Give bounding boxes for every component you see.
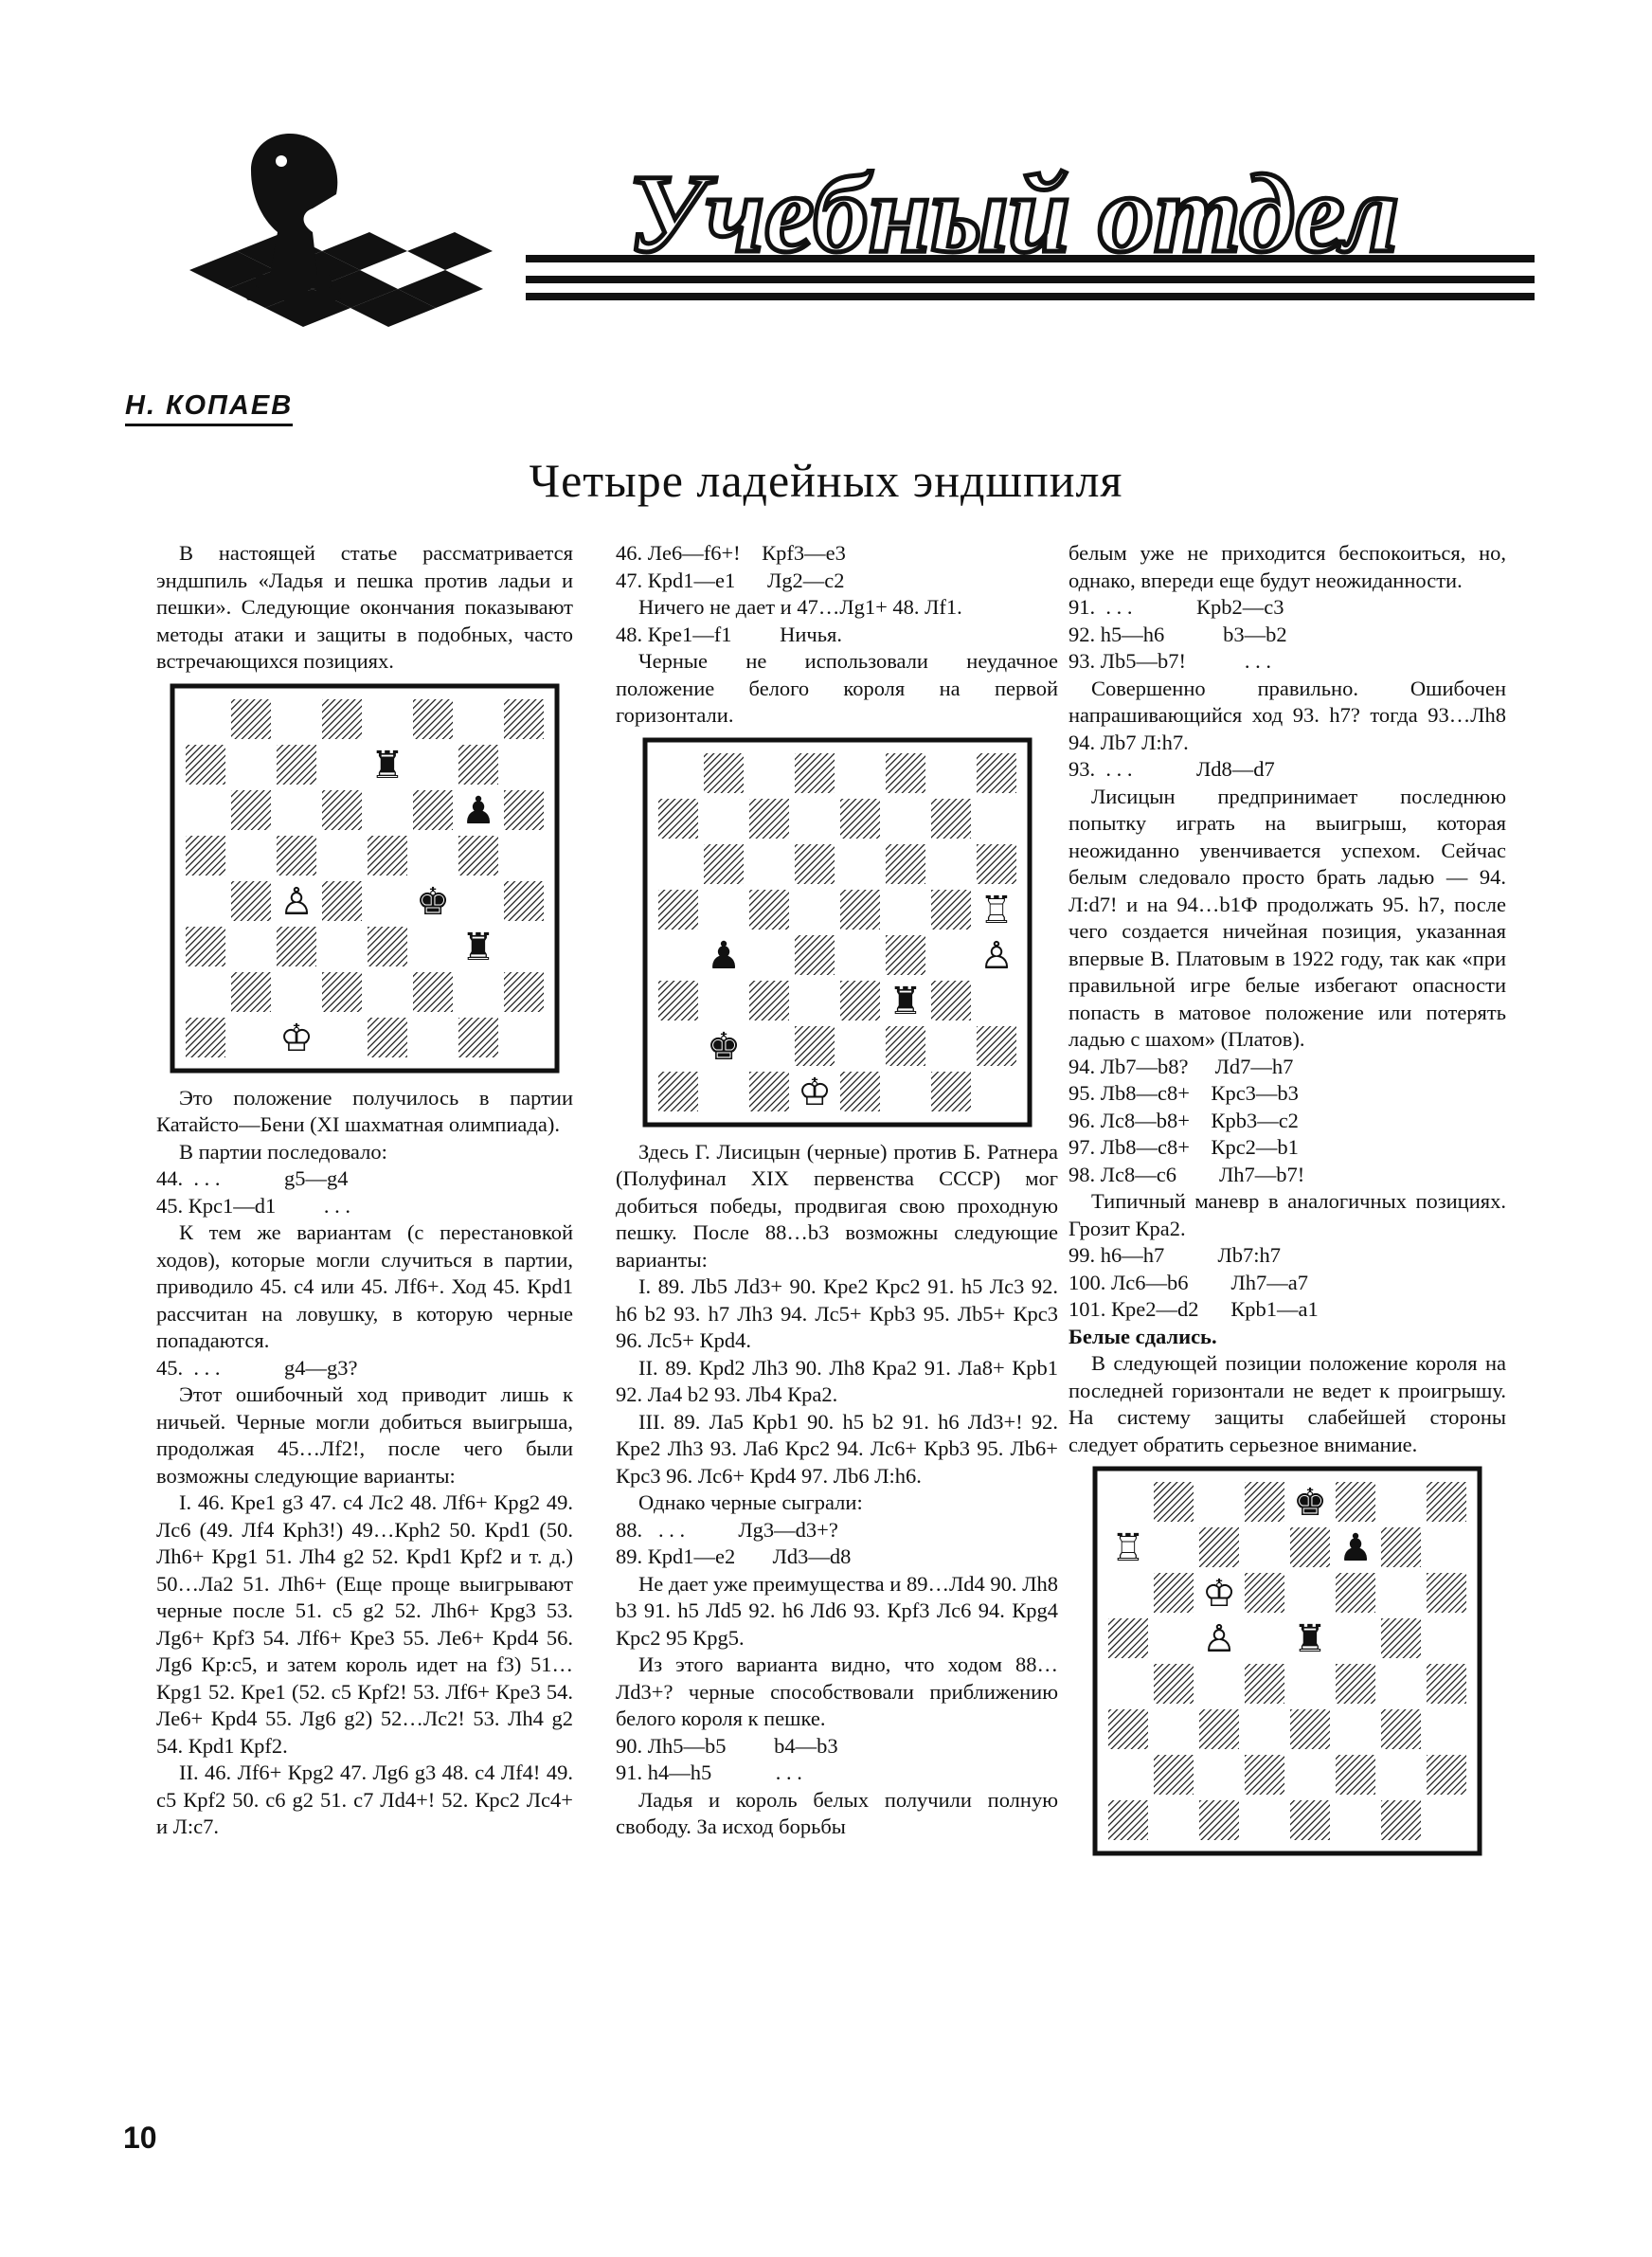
dark-square (504, 881, 544, 921)
dark-square (1381, 1709, 1421, 1749)
chess-piece-P-h4-icon: ♙ (979, 933, 1014, 978)
move-line: 99. h6—h7 Лb7:h7 (1068, 1243, 1282, 1267)
dark-square (749, 1072, 789, 1111)
dark-square (704, 844, 744, 884)
dark-square (886, 753, 925, 793)
move-line: 48. Кpe1—f1 Ничья. (616, 622, 842, 646)
move-line: 45. Кpc1—d1 . . . (156, 1193, 350, 1218)
dark-square (840, 981, 880, 1020)
dark-square (931, 799, 971, 839)
dark-square (1245, 1755, 1284, 1795)
dark-square (1245, 1573, 1284, 1613)
chess-piece-R-a7-icon: ♖ (1111, 1526, 1145, 1570)
section-header-banner (152, 118, 1553, 355)
dark-square (368, 1018, 407, 1057)
dark-square (1381, 1527, 1421, 1567)
dark-square (322, 699, 362, 739)
paragraph: В следующей позиции положение короля на последней горизонтали не ведет к проигрышу. На систему защиты слабейшей стороны следует обратить серьезное внимание. (1068, 1351, 1506, 1456)
paragraph: В настоящей статье рассматривается эндшпиль «Ладья и пешка против ладьи и пешки». Следующие окончания показывают методы атаки и защиты в подобных, часто встречающихся позициях. (156, 541, 573, 673)
move-line: 101. Кpe2—d2 Кpb1—a1 (1068, 1297, 1319, 1321)
paragraph: Из этого варианта видно, что ходом 88…Лd3+? черные способствовали приближению белого короля к пешке. (616, 1652, 1058, 1730)
chess-piece-K-c1-icon: ♔ (279, 1016, 314, 1060)
chess-piece-k-f4-icon: ♚ (416, 879, 450, 924)
move-line: 46. Лe6—f6+! Кpf3—e3 (616, 541, 846, 565)
dark-square (504, 790, 544, 830)
dark-square (1336, 1573, 1375, 1613)
dark-square (886, 844, 925, 884)
dark-square (886, 935, 925, 975)
move-line: 91. h4—h5 . . . (616, 1760, 802, 1784)
dark-square (931, 981, 971, 1020)
move-line: 45. . . . g4—g3? (156, 1355, 358, 1380)
dark-square (931, 890, 971, 930)
dark-square (186, 836, 225, 876)
dark-square (1154, 1755, 1194, 1795)
dark-square (886, 1026, 925, 1066)
dark-square (658, 981, 698, 1020)
dark-square (322, 881, 362, 921)
move-line: 98. Лc8—c6 Лh7—b7! (1068, 1162, 1305, 1186)
dark-square (1199, 1527, 1239, 1567)
paragraph: I. 46. Кpe1 g3 47. c4 Лc2 48. Лf6+ Кpg2 49. Лc6 (49. Лf4 Кph3!) 49…Кph2 50. Кpd1 (50. Лh6+ Кpg1 51. Лh4 g2 52. Кpd1 Кpf2 и т. д.) 50…Лa2 51. Лh6+ (Еще проще выигрывают черные после 51. c5 g2 52. Лh6+ Кpg3 53. Лg6+ Кpf3 54. Лf6+ Кpe3 55. Лe6+ Кpd4 56. Лg6 Кp:c5, и затем король идет на f3) 51…Кpg1 52. Кpe1 (52. c5 Кpf2! 53. Лf6+ Кpe3 54. Лe6+ Кpd4 55. Лg6 g2) 52…Лc2! 53. Лh4 g2 54. Кpd1 Кpf2. (156, 1490, 573, 1758)
dark-square (658, 890, 698, 930)
paragraph: Этот ошибочный ход приводит лишь к ничьей. Черные могли добиться выигрыша, продолжая 45…Лf2!, после чего были возможны следующие варианты: (156, 1382, 573, 1488)
dark-square (795, 844, 835, 884)
chess-piece-P-c4-icon: ♙ (279, 879, 314, 924)
dark-square (1290, 1709, 1330, 1749)
move-line: 47. Кpd1—e1 Лg2—c2 (616, 568, 845, 592)
move-line: 100. Лc6—b6 Лh7—a7 (1068, 1270, 1308, 1294)
dark-square (1154, 1573, 1194, 1613)
chess-piece-r-g3-icon: ♜ (461, 925, 495, 969)
paragraph: К тем же вариантам (с перестановкой ходов), которые могли случиться в партии, приводило 45. c4 или 45. Лf6+. Ход 45. Кpd1 рассчитан на ловушку, в которую черные попадаются. (156, 1220, 573, 1352)
column-1 (156, 540, 573, 1841)
dark-square (277, 927, 316, 966)
chess-piece-p-b4-icon: ♟ (706, 933, 741, 978)
checkerboard-decoration (171, 194, 493, 336)
move-line: 94. Лb7—b8? Лd7—h7 (1068, 1054, 1294, 1078)
dark-square (1336, 1755, 1375, 1795)
author-name: Н. КОПАЕВ (125, 390, 293, 426)
paragraph: Это положение получилось в партии Катайсто—Бени (XI шахматная олимпиада). (156, 1085, 573, 1136)
dark-square (368, 927, 407, 966)
move-line: 95. Лb8—c8+ Кpc3—b3 (1068, 1081, 1299, 1105)
chess-piece-k-b2-icon: ♚ (706, 1024, 741, 1069)
dark-square (931, 1072, 971, 1111)
dark-square (1199, 1800, 1239, 1840)
dark-square (413, 972, 453, 1012)
dark-square (1108, 1800, 1148, 1840)
paragraph: Лисицын предпринимает последнюю попытку играть на выигрыш, которая неожиданно увенчивается успехом. Сейчас белым следовало просто брать ладью — 94. Л:d7! и на 94…b1Ф продолжать 95. h7, после чего создается ничейная позиция, указанная впервые В. Платовым в 1922 году, так как «при правильной игре белые избегают опасности попасть в матовое положение или потерять ладью с шахом» (Платов). (1068, 784, 1506, 1051)
article-title: Четыре ладейных эндшпиля (529, 454, 1123, 507)
dark-square (795, 1026, 835, 1066)
paragraph: I. 89. Лb5 Лd3+ 90. Кpe2 Кpc2 91. h5 Лc3 92. h6 b2 93. h7 Лh3 94. Лc5+ Кpb3 95. Лb5+ Кpc3 96. Лc5+ Кpd4. (616, 1274, 1058, 1352)
dark-square (749, 981, 789, 1020)
dark-square (1427, 1482, 1466, 1522)
dark-square (1427, 1573, 1466, 1613)
chess-diagram-1 (170, 683, 560, 1074)
dark-square (322, 790, 362, 830)
chess-piece-p-g6-icon: ♟ (461, 788, 495, 833)
dark-square (413, 790, 453, 830)
move-line: 91. . . . Кpb2—c3 (1068, 595, 1284, 619)
chess-piece-K-d1-icon: ♔ (797, 1070, 832, 1114)
board-frame (1095, 1469, 1480, 1853)
dark-square (458, 1018, 498, 1057)
move-line: 92. h5—h6 b3—b2 (1068, 622, 1287, 646)
chess-piece-K-c6-icon: ♔ (1202, 1572, 1236, 1616)
dark-square (458, 745, 498, 785)
dark-square (840, 799, 880, 839)
dark-square (277, 745, 316, 785)
dark-square (1290, 1527, 1330, 1567)
move-line: 97. Лb8—c8+ Кpc2—b1 (1068, 1135, 1299, 1159)
chess-piece-P-c5-icon: ♙ (1202, 1617, 1236, 1661)
dark-square (704, 753, 744, 793)
section-title: Учебный отдел (627, 152, 1400, 276)
chess-piece-r-e5-icon: ♜ (1293, 1617, 1327, 1661)
move-line: 44. . . . g5—g4 (156, 1166, 349, 1190)
dark-square (504, 972, 544, 1012)
board-frame (645, 740, 1030, 1125)
paragraph: II. 46. Лf6+ Кpg2 47. Лg6 g3 48. c4 Лf4! 49. c5 Кpf2 50. c6 g2 51. c7 Лd4+! 52. Кpc2 Лc4+ и Л:c7. (156, 1760, 573, 1838)
paragraph: Однако черные сыграли: (638, 1490, 863, 1514)
dark-square (1427, 1755, 1466, 1795)
dark-square (1245, 1664, 1284, 1704)
dark-square (749, 799, 789, 839)
dark-square (186, 927, 225, 966)
move-line: 93. . . . Лd8—d7 (1068, 757, 1275, 781)
column-3 (1068, 540, 1506, 1868)
paragraph: II. 89. Кpd2 Лh3 90. Лh8 Кpa2 91. Лa8+ Кpb1 92. Лa4 b2 93. Лb4 Кpa2. (616, 1355, 1058, 1406)
dark-square (413, 699, 453, 739)
paragraph: III. 89. Лa5 Кpb1 90. h5 b2 91. h6 Лd3+! 92. Кpe2 Лh3 93. Лa6 Кpc2 94. Лc6+ Кpb3 95. Лb6+ Кpc3 96. Лc6+ Кpd4 97. Лb6 Л:h6. (616, 1409, 1058, 1488)
dark-square (231, 881, 271, 921)
dark-square (658, 1072, 698, 1111)
move-line: 93. Лb5—b7! . . . (1068, 649, 1272, 673)
dark-square (795, 935, 835, 975)
move-line: 96. Лc8—b8+ Кpb3—c2 (1068, 1108, 1299, 1132)
move-line: 89. Кpd1—e2 Лd3—d8 (616, 1544, 852, 1568)
chess-piece-k-e8-icon: ♚ (1293, 1481, 1327, 1525)
knight-icon (246, 134, 341, 300)
chess-piece-r-f3-icon: ♜ (888, 979, 923, 1023)
paragraph: белым уже не приходится беспокоиться, но, однако, впереди еще будут неожиданности. (1068, 541, 1506, 592)
page-number: 10 (123, 2121, 157, 2155)
paragraph: Типичный маневр в аналогичных позициях. Грозит Кpa2. (1068, 1189, 1506, 1240)
dark-square (1427, 1664, 1466, 1704)
dark-square (1381, 1800, 1421, 1840)
paragraph: В партии последовало: (179, 1139, 387, 1164)
dark-square (1336, 1664, 1375, 1704)
dark-square (231, 699, 271, 739)
dark-square (1245, 1482, 1284, 1522)
dark-square (1108, 1709, 1148, 1749)
chess-diagram-2 (642, 737, 1032, 1128)
move-line: 88. . . . Лg3—d3+? (616, 1517, 838, 1542)
dark-square (1199, 1709, 1239, 1749)
dark-square (1381, 1618, 1421, 1658)
chess-piece-p-f7-icon: ♟ (1338, 1526, 1373, 1570)
dark-square (749, 890, 789, 930)
dark-square (840, 890, 880, 930)
chess-piece-R-h5-icon: ♖ (979, 888, 1014, 932)
dark-square (1108, 1618, 1148, 1658)
dark-square (977, 1026, 1016, 1066)
dark-square (1154, 1664, 1194, 1704)
paragraph: Черные не использовали неудачное положение белого короля на первой горизонтали. (616, 649, 1058, 727)
dark-square (977, 753, 1016, 793)
dark-square (795, 753, 835, 793)
board-frame (172, 686, 557, 1071)
chess-piece-r-e7-icon: ♜ (370, 743, 404, 787)
dark-square (277, 836, 316, 876)
dark-square (231, 790, 271, 830)
paragraph: Ничего не дает и 47…Лg1+ 48. Лf1. (638, 595, 962, 619)
paragraph: Не дает уже преимущества и 89…Лd4 90. Лh8 b3 91. h5 Лd5 92. h6 Лd6 93. Кpf3 Лc6 94. Кpg4 Кpc2 95 Кpg5. (616, 1571, 1058, 1650)
dark-square (186, 1018, 225, 1057)
dark-square (322, 972, 362, 1012)
dark-square (186, 745, 225, 785)
paragraph: Совершенно правильно. Ошибочен напрашивающийся ход 93. h7? тогда 93…Лh8 94. Лb7 Л:h7. (1068, 676, 1506, 754)
column-2 (616, 540, 1058, 1841)
dark-square (231, 972, 271, 1012)
dark-square (1336, 1482, 1375, 1522)
dark-square (977, 844, 1016, 884)
paragraph: Здесь Г. Лисицын (черные) против Б. Ратнера (Полуфинал XIX первенства СССР) мог добиться победы, продвигая свою проходную пешку. После 88…b3 возможны следующие варианты: (616, 1139, 1058, 1272)
dark-square (1154, 1482, 1194, 1522)
dark-square (1290, 1800, 1330, 1840)
dark-square (840, 1072, 880, 1111)
result-line: Белые сдались. (1068, 1324, 1217, 1348)
move-line: 90. Лh5—b5 b4—b3 (616, 1733, 838, 1758)
dark-square (368, 836, 407, 876)
dark-square (658, 799, 698, 839)
chess-diagram-3 (1092, 1466, 1482, 1856)
dark-square (458, 836, 498, 876)
dark-square (504, 699, 544, 739)
paragraph: Ладья и король белых получили полную свободу. За исход борьбы (616, 1787, 1058, 1838)
